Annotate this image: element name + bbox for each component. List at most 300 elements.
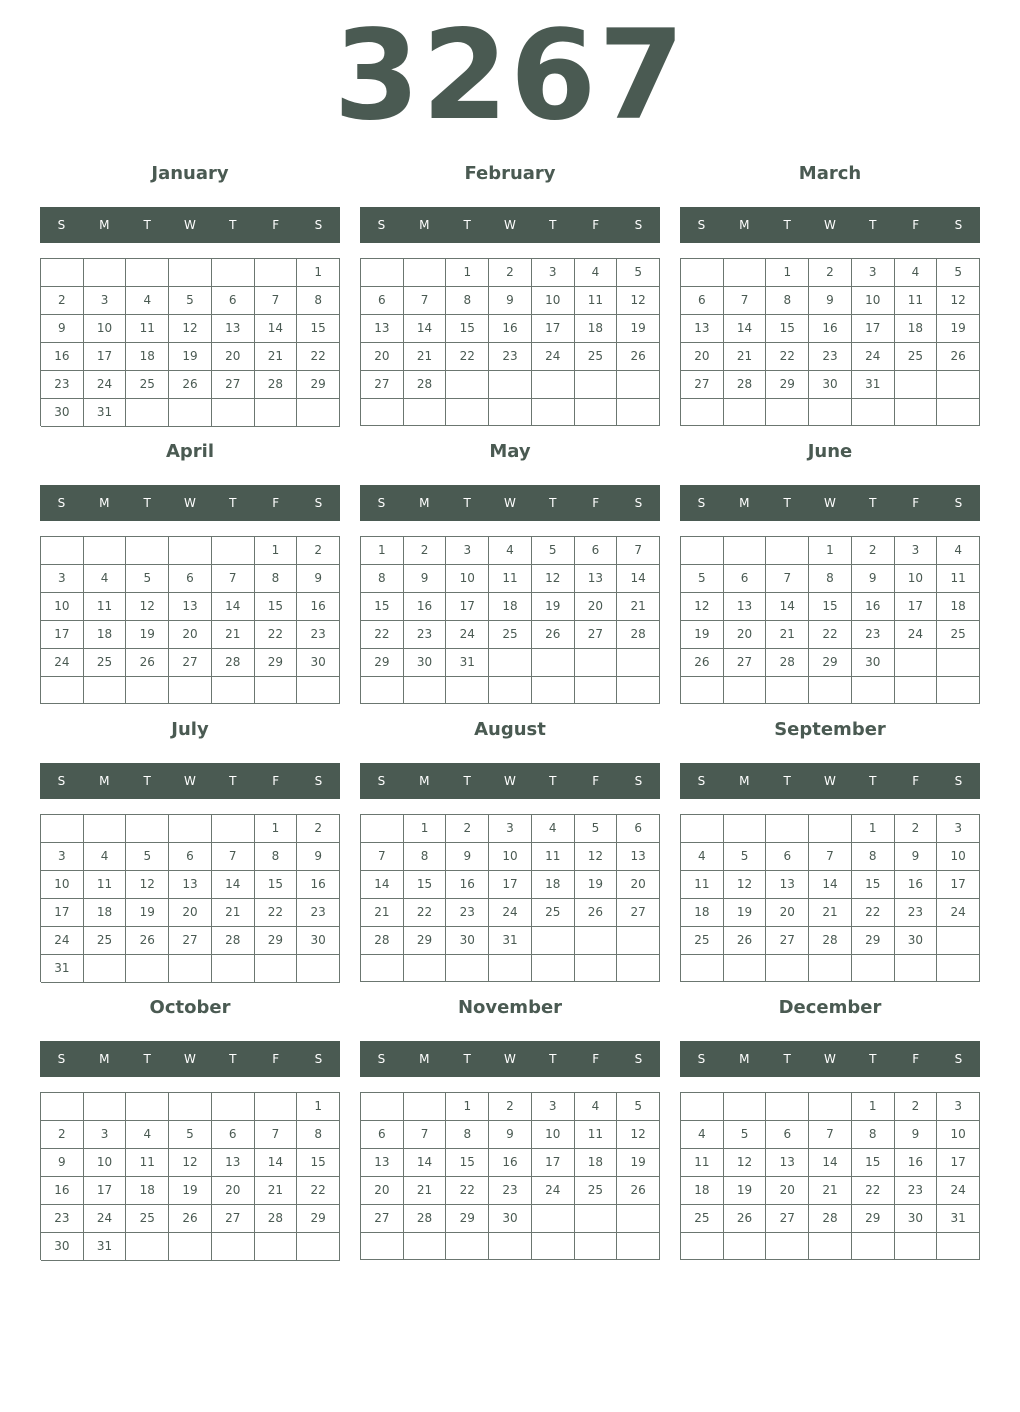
day-grid <box>360 814 660 982</box>
day-cell: 22 <box>404 899 447 927</box>
day-cell: 23 <box>489 343 532 371</box>
day-cell: 27 <box>575 621 618 649</box>
month-name: August <box>474 719 546 740</box>
day-cell: 14 <box>404 315 447 343</box>
day-grid <box>680 1092 980 1260</box>
day-cell: 17 <box>937 1149 980 1177</box>
day-cell <box>532 955 575 982</box>
weekday-label: T <box>549 774 557 788</box>
day-cell: 8 <box>404 843 447 871</box>
day-cell: 29 <box>297 371 340 399</box>
day-cell: 4 <box>126 287 169 315</box>
day-cell: 2 <box>852 537 895 565</box>
day-cell: 14 <box>724 315 767 343</box>
day-cell: 22 <box>297 343 340 371</box>
day-cell: 1 <box>852 815 895 843</box>
day-cell <box>404 399 447 426</box>
day-cell: 15 <box>297 315 340 343</box>
day-cell: 6 <box>575 537 618 565</box>
day-cell <box>446 1233 489 1260</box>
day-cell: 5 <box>126 565 169 593</box>
day-cell <box>404 1093 447 1121</box>
day-cell: 19 <box>724 899 767 927</box>
day-cell: 1 <box>404 815 447 843</box>
day-cell: 31 <box>84 1233 127 1261</box>
weekday-label: M <box>99 1052 110 1066</box>
day-cell <box>169 399 212 427</box>
day-cell: 25 <box>575 1177 618 1205</box>
day-cell <box>255 677 298 704</box>
day-cell <box>895 955 938 982</box>
day-cell: 9 <box>895 843 938 871</box>
month-name: November <box>457 997 563 1018</box>
day-cell: 17 <box>84 343 127 371</box>
month-name: October <box>149 997 231 1018</box>
day-cell <box>41 537 84 565</box>
day-grid <box>680 258 980 426</box>
day-cell <box>489 371 532 399</box>
day-cell: 18 <box>84 621 127 649</box>
weekday-label: M <box>739 774 750 788</box>
day-cell: 10 <box>41 593 84 621</box>
day-cell: 2 <box>297 815 340 843</box>
day-cell: 9 <box>404 565 447 593</box>
day-cell: 31 <box>446 649 489 677</box>
weekday-label: T <box>143 774 151 788</box>
day-cell: 20 <box>212 1177 255 1205</box>
day-cell: 20 <box>169 899 212 927</box>
weekday-label: S <box>57 496 66 510</box>
weekday-label: S <box>377 774 386 788</box>
day-cell: 2 <box>446 815 489 843</box>
day-cell: 15 <box>852 1149 895 1177</box>
day-cell: 29 <box>852 1205 895 1233</box>
day-cell: 1 <box>297 259 340 287</box>
day-cell <box>361 399 404 426</box>
day-cell: 25 <box>489 621 532 649</box>
day-cell: 16 <box>404 593 447 621</box>
day-cell <box>361 677 404 704</box>
day-cell <box>126 1233 169 1261</box>
day-cell: 15 <box>255 871 298 899</box>
weekday-label: T <box>463 1052 471 1066</box>
day-cell: 26 <box>724 927 767 955</box>
day-cell <box>126 399 169 427</box>
day-cell: 9 <box>895 1121 938 1149</box>
day-cell: 30 <box>297 927 340 955</box>
day-cell: 16 <box>895 871 938 899</box>
day-cell: 18 <box>489 593 532 621</box>
weekday-label: T <box>229 774 237 788</box>
day-cell: 1 <box>446 259 489 287</box>
day-cell <box>575 1205 618 1233</box>
day-cell <box>489 1233 532 1260</box>
day-cell: 25 <box>532 899 575 927</box>
day-cell: 20 <box>766 1177 809 1205</box>
day-cell: 24 <box>84 371 127 399</box>
day-cell: 17 <box>532 1149 575 1177</box>
day-cell: 16 <box>446 871 489 899</box>
day-cell <box>809 399 852 426</box>
day-cell: 31 <box>84 399 127 427</box>
day-cell: 23 <box>41 371 84 399</box>
day-cell: 30 <box>446 927 489 955</box>
day-cell <box>766 815 809 843</box>
day-cell: 6 <box>361 1121 404 1149</box>
day-cell: 23 <box>446 899 489 927</box>
day-cell: 28 <box>766 649 809 677</box>
day-cell <box>895 649 938 677</box>
day-cell: 2 <box>489 1093 532 1121</box>
day-cell: 11 <box>84 593 127 621</box>
day-cell: 15 <box>809 593 852 621</box>
day-cell <box>41 259 84 287</box>
day-cell: 4 <box>575 259 618 287</box>
day-cell: 17 <box>852 315 895 343</box>
day-cell: 3 <box>489 815 532 843</box>
day-cell: 30 <box>297 649 340 677</box>
day-cell <box>937 649 980 677</box>
day-cell: 10 <box>84 1149 127 1177</box>
day-cell: 29 <box>255 649 298 677</box>
day-cell: 25 <box>84 927 127 955</box>
day-cell: 14 <box>255 1149 298 1177</box>
day-cell: 18 <box>532 871 575 899</box>
weekday-header <box>680 763 980 799</box>
weekday-label: T <box>143 496 151 510</box>
weekday-label: S <box>954 1052 963 1066</box>
day-cell <box>212 259 255 287</box>
day-cell <box>532 649 575 677</box>
day-cell: 5 <box>126 843 169 871</box>
day-cell: 19 <box>575 871 618 899</box>
day-cell: 4 <box>681 1121 724 1149</box>
day-cell: 2 <box>489 259 532 287</box>
day-cell: 5 <box>724 1121 767 1149</box>
day-cell: 13 <box>361 1149 404 1177</box>
day-cell: 16 <box>852 593 895 621</box>
weekday-label: S <box>377 1052 386 1066</box>
day-cell: 18 <box>84 899 127 927</box>
day-cell: 29 <box>766 371 809 399</box>
weekday-label: S <box>634 1052 643 1066</box>
day-cell: 6 <box>212 1121 255 1149</box>
day-cell <box>489 649 532 677</box>
day-cell <box>895 371 938 399</box>
day-cell: 23 <box>297 899 340 927</box>
day-cell: 2 <box>809 259 852 287</box>
day-cell <box>681 677 724 704</box>
day-cell: 15 <box>404 871 447 899</box>
day-cell: 3 <box>532 259 575 287</box>
day-cell: 18 <box>575 1149 618 1177</box>
day-cell: 12 <box>169 1149 212 1177</box>
day-cell: 28 <box>617 621 660 649</box>
day-cell <box>169 1233 212 1261</box>
day-cell: 23 <box>41 1205 84 1233</box>
day-cell <box>255 1233 298 1261</box>
day-cell <box>852 399 895 426</box>
day-cell: 10 <box>84 315 127 343</box>
day-cell <box>724 399 767 426</box>
day-cell: 10 <box>895 565 938 593</box>
day-cell: 7 <box>766 565 809 593</box>
day-cell: 9 <box>297 843 340 871</box>
day-cell: 10 <box>852 287 895 315</box>
day-cell <box>852 677 895 704</box>
day-cell <box>212 537 255 565</box>
day-cell: 31 <box>937 1205 980 1233</box>
day-cell <box>361 955 404 982</box>
day-cell: 7 <box>617 537 660 565</box>
day-cell: 21 <box>617 593 660 621</box>
day-cell: 27 <box>169 649 212 677</box>
day-cell <box>937 955 980 982</box>
day-cell <box>575 1233 618 1260</box>
day-cell: 4 <box>681 843 724 871</box>
day-cell <box>681 815 724 843</box>
day-cell: 26 <box>617 1177 660 1205</box>
day-cell: 17 <box>41 621 84 649</box>
weekday-label: T <box>783 218 791 232</box>
day-cell <box>724 259 767 287</box>
day-cell: 12 <box>617 1121 660 1149</box>
weekday-label: W <box>824 218 836 232</box>
day-cell: 18 <box>126 1177 169 1205</box>
day-cell <box>809 677 852 704</box>
day-cell: 2 <box>41 287 84 315</box>
day-cell <box>297 399 340 427</box>
weekday-label: F <box>592 218 600 232</box>
day-cell: 7 <box>809 1121 852 1149</box>
day-cell: 4 <box>575 1093 618 1121</box>
day-cell: 11 <box>126 315 169 343</box>
day-cell: 4 <box>895 259 938 287</box>
year-title: 3267 <box>333 4 687 148</box>
day-cell <box>255 1093 298 1121</box>
day-cell: 5 <box>169 1121 212 1149</box>
day-cell: 5 <box>937 259 980 287</box>
weekday-label: S <box>954 774 963 788</box>
day-cell: 31 <box>489 927 532 955</box>
day-cell: 10 <box>937 843 980 871</box>
day-cell: 7 <box>361 843 404 871</box>
day-cell: 3 <box>852 259 895 287</box>
day-cell <box>169 259 212 287</box>
month-name: July <box>171 719 209 740</box>
day-cell: 29 <box>361 649 404 677</box>
day-cell: 8 <box>809 565 852 593</box>
day-cell <box>126 259 169 287</box>
day-cell: 27 <box>681 371 724 399</box>
weekday-label: W <box>184 774 196 788</box>
day-cell: 24 <box>84 1205 127 1233</box>
day-cell: 25 <box>937 621 980 649</box>
day-grid <box>360 1092 660 1260</box>
day-cell <box>766 1093 809 1121</box>
day-cell: 26 <box>532 621 575 649</box>
day-cell <box>937 677 980 704</box>
day-cell: 11 <box>84 871 127 899</box>
day-cell: 12 <box>575 843 618 871</box>
day-cell: 9 <box>489 287 532 315</box>
day-cell <box>404 677 447 704</box>
day-cell <box>84 955 127 983</box>
day-cell <box>361 815 404 843</box>
day-cell: 3 <box>532 1093 575 1121</box>
day-cell: 22 <box>255 621 298 649</box>
day-cell: 23 <box>489 1177 532 1205</box>
day-cell: 27 <box>361 1205 404 1233</box>
day-cell: 19 <box>617 1149 660 1177</box>
weekday-label: S <box>314 774 323 788</box>
day-cell: 5 <box>532 537 575 565</box>
day-cell <box>404 955 447 982</box>
day-cell <box>724 955 767 982</box>
day-cell <box>681 955 724 982</box>
day-cell: 12 <box>724 1149 767 1177</box>
day-cell <box>724 677 767 704</box>
day-cell <box>41 677 84 704</box>
day-cell: 30 <box>41 399 84 427</box>
day-cell: 1 <box>255 815 298 843</box>
day-cell <box>766 955 809 982</box>
weekday-label: W <box>504 218 516 232</box>
weekday-label: F <box>272 218 280 232</box>
day-cell <box>937 399 980 426</box>
day-cell <box>617 677 660 704</box>
day-cell: 10 <box>937 1121 980 1149</box>
day-cell: 8 <box>852 843 895 871</box>
weekday-label: W <box>184 218 196 232</box>
month-name: April <box>165 441 215 462</box>
day-cell: 27 <box>617 899 660 927</box>
day-cell: 27 <box>724 649 767 677</box>
day-cell: 22 <box>255 899 298 927</box>
day-cell <box>575 955 618 982</box>
day-cell: 26 <box>575 899 618 927</box>
day-cell: 21 <box>212 899 255 927</box>
month-name: May <box>489 441 531 462</box>
day-cell: 22 <box>809 621 852 649</box>
day-cell: 3 <box>446 537 489 565</box>
day-cell <box>575 677 618 704</box>
day-cell: 14 <box>255 315 298 343</box>
day-cell <box>126 815 169 843</box>
day-cell: 15 <box>446 1149 489 1177</box>
day-cell <box>809 955 852 982</box>
day-cell: 19 <box>169 1177 212 1205</box>
weekday-label: S <box>697 1052 706 1066</box>
day-cell <box>446 371 489 399</box>
day-cell: 25 <box>126 371 169 399</box>
weekday-label: M <box>99 774 110 788</box>
weekday-label: F <box>912 1052 920 1066</box>
day-cell <box>895 1233 938 1260</box>
day-cell: 15 <box>766 315 809 343</box>
weekday-label: T <box>869 1052 877 1066</box>
day-cell: 10 <box>532 287 575 315</box>
day-cell: 15 <box>446 315 489 343</box>
weekday-header <box>40 485 340 521</box>
weekday-label: W <box>824 774 836 788</box>
day-cell: 15 <box>852 871 895 899</box>
day-cell: 12 <box>937 287 980 315</box>
weekday-label: W <box>824 496 836 510</box>
weekday-label: F <box>912 496 920 510</box>
day-cell: 27 <box>361 371 404 399</box>
weekday-label: M <box>419 218 430 232</box>
day-cell: 26 <box>169 371 212 399</box>
day-cell: 21 <box>724 343 767 371</box>
weekday-label: T <box>229 1052 237 1066</box>
day-cell: 29 <box>255 927 298 955</box>
day-cell: 19 <box>126 899 169 927</box>
day-cell: 17 <box>895 593 938 621</box>
day-cell: 28 <box>361 927 404 955</box>
weekday-label: S <box>377 218 386 232</box>
day-cell <box>212 677 255 704</box>
day-cell: 28 <box>404 1205 447 1233</box>
day-cell: 12 <box>169 315 212 343</box>
day-cell: 1 <box>852 1093 895 1121</box>
day-cell <box>446 399 489 426</box>
day-cell: 17 <box>41 899 84 927</box>
weekday-label: T <box>783 1052 791 1066</box>
day-cell: 12 <box>724 871 767 899</box>
day-cell: 20 <box>361 343 404 371</box>
day-cell <box>532 677 575 704</box>
day-cell: 3 <box>937 815 980 843</box>
day-cell <box>84 677 127 704</box>
day-cell: 11 <box>575 1121 618 1149</box>
day-cell: 21 <box>766 621 809 649</box>
day-cell: 30 <box>852 649 895 677</box>
day-cell <box>681 1233 724 1260</box>
weekday-label: M <box>739 1052 750 1066</box>
day-cell <box>212 399 255 427</box>
day-cell <box>617 1205 660 1233</box>
day-cell: 6 <box>169 565 212 593</box>
day-cell: 11 <box>532 843 575 871</box>
day-cell: 21 <box>404 343 447 371</box>
day-cell <box>895 677 938 704</box>
day-cell: 15 <box>297 1149 340 1177</box>
day-cell: 13 <box>681 315 724 343</box>
day-cell: 20 <box>212 343 255 371</box>
month-name: June <box>807 441 853 462</box>
day-cell <box>489 399 532 426</box>
weekday-label: T <box>869 218 877 232</box>
day-cell: 19 <box>126 621 169 649</box>
day-cell <box>937 371 980 399</box>
day-cell <box>532 927 575 955</box>
day-cell <box>84 537 127 565</box>
day-cell: 26 <box>937 343 980 371</box>
day-cell <box>361 1233 404 1260</box>
day-cell <box>446 955 489 982</box>
day-cell: 9 <box>852 565 895 593</box>
day-cell: 29 <box>852 927 895 955</box>
weekday-header <box>680 207 980 243</box>
day-grid <box>40 1092 340 1260</box>
day-cell: 20 <box>361 1177 404 1205</box>
day-cell: 3 <box>937 1093 980 1121</box>
day-cell: 23 <box>809 343 852 371</box>
weekday-label: W <box>184 1052 196 1066</box>
day-cell: 3 <box>895 537 938 565</box>
day-cell: 24 <box>489 899 532 927</box>
